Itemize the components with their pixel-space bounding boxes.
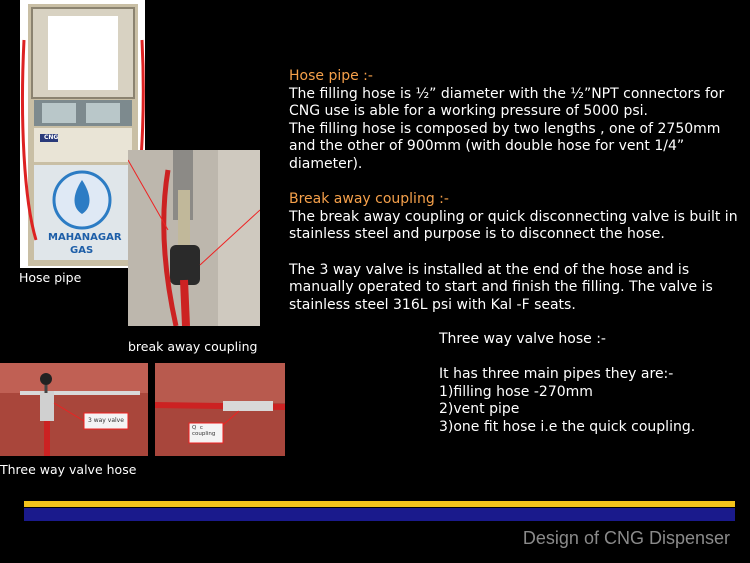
three-way-valve-section bbox=[439, 331, 739, 437]
footer-bar-yellow bbox=[24, 501, 735, 507]
brand-badge: CNG bbox=[44, 134, 59, 141]
hose-pipe-heading: Hose pipe :- bbox=[289, 68, 373, 84]
main-description bbox=[289, 68, 745, 314]
dispenser-photo bbox=[20, 0, 145, 268]
quick-coupling-label: Q c coupling bbox=[192, 425, 216, 437]
breakaway-illustration bbox=[128, 150, 260, 326]
footer-bar-blue bbox=[24, 508, 735, 521]
three-way-valve-label: 3 way valve bbox=[88, 417, 124, 424]
hose-pipe-paragraph-2: The filling hose is composed by two lengths , one of 2750mm and the other of 900mm (with double hose for vent 1/4” diameter). bbox=[289, 120, 721, 172]
three-way-valve-photo bbox=[0, 363, 148, 456]
breakaway-photo bbox=[128, 150, 260, 326]
logo-text-line1: MAHANAGAR bbox=[48, 232, 122, 243]
three-way-item-3: 3)one fit hose i.e the quick coupling. bbox=[439, 418, 696, 435]
footer-title: Design of CNG Dispenser bbox=[522, 528, 730, 548]
quick-coupling-photo bbox=[155, 363, 285, 456]
caption-hose-pipe: Hose pipe bbox=[19, 270, 82, 285]
caption-three-way-valve: Three way valve hose bbox=[0, 462, 137, 477]
three-way-item-2: 2)vent pipe bbox=[439, 401, 520, 418]
hose-pipe-paragraph-1: The filling hose is ½” diameter with the ½”NPT connectors for CNG use is able for a working pressure of 5000 psi. bbox=[289, 85, 725, 120]
three-way-valve-illustration bbox=[0, 363, 148, 456]
three-way-heading: Three way valve hose :- bbox=[439, 331, 606, 347]
quick-coupling-illustration bbox=[155, 363, 285, 456]
break-away-paragraph: The break away coupling or quick disconnecting valve is built in stainless steel and purpose is to disconnect the hose. bbox=[289, 208, 738, 243]
break-away-heading: Break away coupling :- bbox=[289, 191, 449, 208]
dispenser-illustration bbox=[20, 0, 145, 268]
three-way-item-1: 1)filling hose -270mm bbox=[439, 383, 593, 400]
three-way-valve-paragraph: The 3 way valve is installed at the end of the hose and is manually operated to start and finish the filling. The valve is stainless steel 316L psi with Kal -F seats. bbox=[289, 261, 713, 313]
three-way-intro: It has three main pipes they are:- bbox=[439, 366, 674, 383]
logo-text-line2: GAS bbox=[70, 245, 94, 256]
caption-break-away: break away coupling bbox=[128, 339, 258, 354]
